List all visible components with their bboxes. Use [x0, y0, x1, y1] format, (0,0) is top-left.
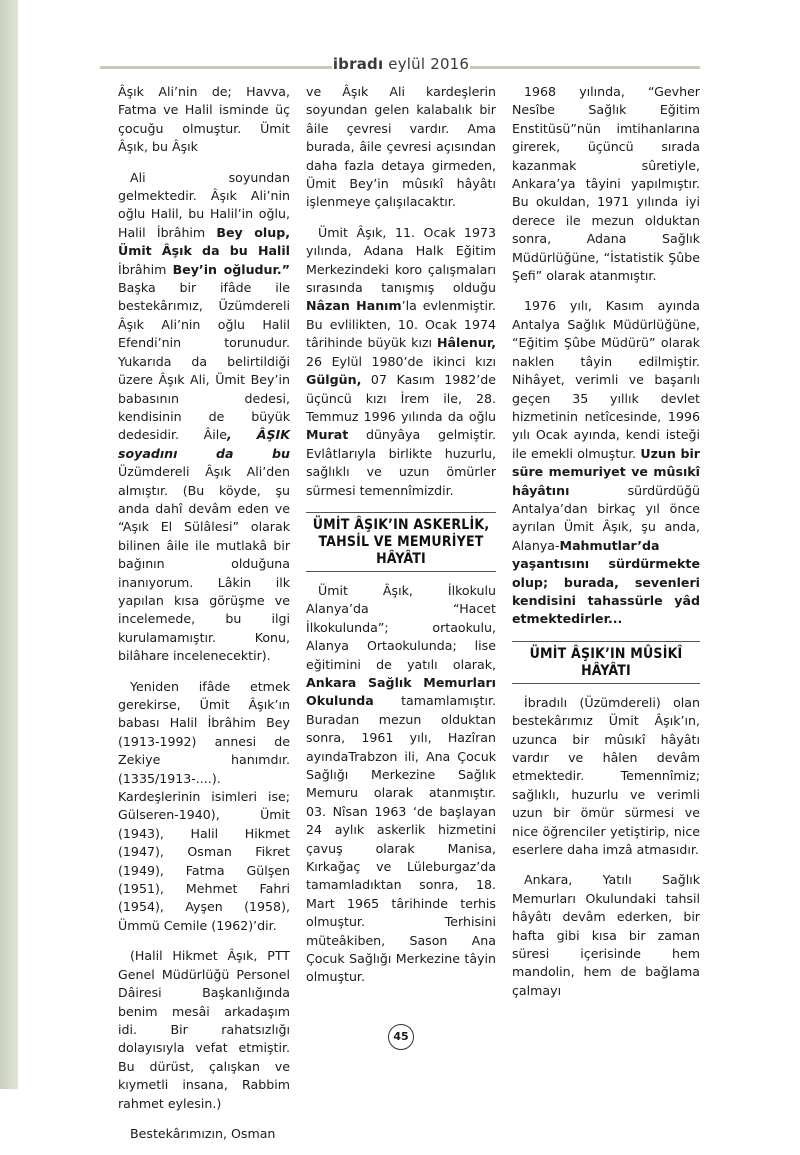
column-1 [118, 83, 290, 1155]
bold-text: Uzun bir süre memuriyet ve mûsıkî hâyâtını [512, 445, 700, 498]
page-edge-band [0, 0, 18, 1089]
text-run: 07 Kasım 1982’de üçüncü kızı İrem ile, 28. Temmuz 1996 yılında da oğlu [306, 372, 496, 424]
bold-text: Hâlenur, [437, 335, 496, 351]
paragraph: ve Âşık Ali kardeşlerin soyundan gelen kalabalık bir âile çevresi vardır. Ama burada, âile çevresi açısından daha fazla detaya girmeden, Ümit Bey’in mûsıkî hâyâtı işlenmeye çalışılacaktır. [306, 84, 496, 210]
text-run: tamamlamıştır. Buradan mezun olduktan sonra, 1961 yılı, Hazîran ayındaTrabzon ili, Ana Çocuk Sağlığı Merkezine Sağlık Memuru olarak atanmıştır. 03. Nîsan 1963 ‘de başlayan 24 aylık askerlik hizmetini çavuş olarak Manisa, Kırkağaç ve Lüleburgaz’da tamamladıktan sonra, 18. Mart 1965 târihinde terhis olmuştur. Terhisini müteâkiben, Sason Ana Çocuk Sağlığı Merkezine tâyin olmuştur. [306, 693, 496, 985]
text-run: Başka bir ifâde ile bestekârımız, Üzümdereli Âşık Ali’nin oğlu Halil Efendi’nin torunudur. Yukarıda da belirtildiği üzere Âşık Ali, Ümit Bey’in babasının dedesi, kendisinin de büyük dedesidir. Âile [118, 280, 290, 443]
issue-date: eylül 2016 [388, 55, 470, 73]
text-run: Ümit Âşık, İlkokulu Alanya’da “Hacet İlkokulunda”; ortaokulu, Alanya Ortaokulunda; lise eğitimini de yatılı olarak, [306, 582, 496, 672]
bold-text: Ankara Sağlık Memurları Okulunda [306, 674, 496, 709]
paragraph: Ankara, Yatılı Sağlık Memurları Okulundaki tahsil hâyâtı devâm ederken, bir hafta gibi kısa bir zaman süresi içerisinde hem mandolin, hem de bağlama çalmayı [512, 872, 700, 998]
header-title [332, 55, 470, 73]
bold-text: Bey’in oğludur.” [172, 261, 290, 277]
bold-text: Murat [306, 427, 349, 443]
bold-text: Gülgün, [306, 372, 362, 388]
text-run: sürdürdüğü Antalya’dan birkaç yıl önce ayrılan Ümit Âşık, şu anda, Alanya- [512, 482, 700, 553]
paragraph: 1968 yılında, “Gevher Nesîbe Sağlık Eğitim Enstitüsü”nün imtihanlarına girerek, üçüncü sırada kazanmak sûretiyle, Ankara’ya tâyini yapılmıştır. Bu okuldan, 1971 yılında iyi derece ile mezun olduktan sonra, Adana Sağlık Müdürlüğüne, “İstatistik Şûbe Şefi” olarak atanmıştır. [512, 84, 700, 284]
paragraph [306, 582, 496, 987]
bold-italic-text: , ÂŞIK soyadını da bu [118, 427, 290, 461]
paragraph: Âşık Ali’nin de; Havva, Fatma ve Halil isminde üç çocuğu olmuştur. Ümit Âşık, bu Âşık [118, 84, 290, 155]
paragraph: İbradılı (Üzümdereli) olan bestekârımız Ümit Âşık’ın, uzunca bir mûsıkî hâyâtı vardır ve hâlen devâm etmektedir. Temennîmiz; sağlıklı, huzurlu ve verimli uzun bir ömür sürmesi ve nice öğrenciler yetiştirip, nice eserlere daha imzâ atmasıdır. [512, 694, 700, 858]
bold-text: Bey olup, Ümit Âşık da bu Halil [118, 224, 291, 259]
paragraph [306, 224, 496, 500]
text-run: Ümit Âşık, 11. Ocak 1973 yılında, Adana Halk Eğitim Merkezindeki koro çalışmaları sırasında tanışmış olduğu [306, 224, 496, 296]
magazine-name: ibradı [332, 55, 384, 73]
text-run: Üzümdereli Âşık Ali’den almıştır. (Bu köyde, şu anda dahî devâm eden ve “Aşık El Sülâlesi” olarak bilinen âile ile mutlakâ bir bağının olduğuna inanıyorum. Lâkin ilk yapılan kısa görüşme ve incelemede, bu ilgi kurulamamıştır. Konu, bilâhare incelenecektir). [118, 464, 290, 664]
paragraph [118, 169, 290, 666]
header-rule-right [470, 66, 700, 69]
heading-line: ÜMİT ÂŞIK’IN ASKERLİK, [312, 516, 490, 533]
text-run: ’la evlenmiştir. Bu evlilikten, 10. Ocak 1974 târihinde büyük kızı [306, 298, 496, 351]
text-run: İbrâhim [118, 261, 173, 277]
bold-text: Nâzan Hanım [306, 298, 402, 314]
section-heading [512, 641, 700, 684]
bold-text: Mahmutlar’da yaşantısını sürdürmekte olup; burada, sevenleri kendisini tahassürle yâd etmektedirler... [512, 537, 700, 627]
heading-line: HÂYÂTI [376, 550, 426, 567]
paragraph: (Halil Hikmet Âşık, PTT Genel Müdürlüğü Personel Dâiresi Başkanlığında benim mesâi arkadaşım idi. Bir rahatsızlığı dolayısıyla vefat etmiştir. Bu dürüst, çalışkan ve kıymetli insana, Rabbim rahmet eylesin.) [118, 948, 290, 1111]
page-header [0, 55, 800, 75]
column-3 [512, 83, 700, 1012]
section-heading [306, 512, 496, 572]
heading-line: HÂYÂTI [581, 662, 631, 679]
heading-line: TAHSİL VE MEMURİYET [318, 533, 484, 550]
text-run: dünyâya gelmiştir. Evlâtlarıyla birlikte huzurlu, sağlıklı ve uzun ömürler sürmesi temennîmizdir. [306, 427, 496, 498]
text-run: 1976 yılı, Kasım ayında Antalya Sağlık Müdürlüğüne, “Eğitim Şûbe Müdürü” olarak naklen tâyin edilmiştir. Nihâyet, verimli ve başarılı geçen 35 yıllık devlet hizmetinin netîcesinde, 1996 yılı Ocak ayında, kendi isteği ile emekli olmuştur. [512, 298, 700, 461]
page-number: 45 [388, 1024, 414, 1050]
text-run: Ali soyundan gelmektedir. Âşık Ali’nin oğlu Halil, bu Halil’in oğlu, Halil İbrâhim [118, 169, 290, 240]
paragraph: Yeniden ifâde etmek gerekirse, Ümit Âşık’ın babası Halil İbrâhim Bey (1913-1992) annesi de Zekiye hanımdır.(1335/1913-....). Kardeşlerinin isimleri ise; Gülseren-1940), Ümit (1943), Halil Hikmet (1947), Osman Fikret (1949), Fatma Gülşen (1951), Mehmet Fahri (1954), Ayşen (1958), Ümmü Cemile (1962)’dir. [118, 678, 290, 933]
paragraph [512, 297, 700, 628]
heading-line: ÜMİT ÂŞIK’IN MÛSİKÎ [529, 645, 683, 662]
text-run: 26 Eylül 1980’de ikinci kızı [306, 353, 496, 369]
header-rule-left [100, 66, 332, 69]
paragraph: Bestekârımızın, Osman [130, 1125, 276, 1141]
column-2 [306, 83, 496, 999]
